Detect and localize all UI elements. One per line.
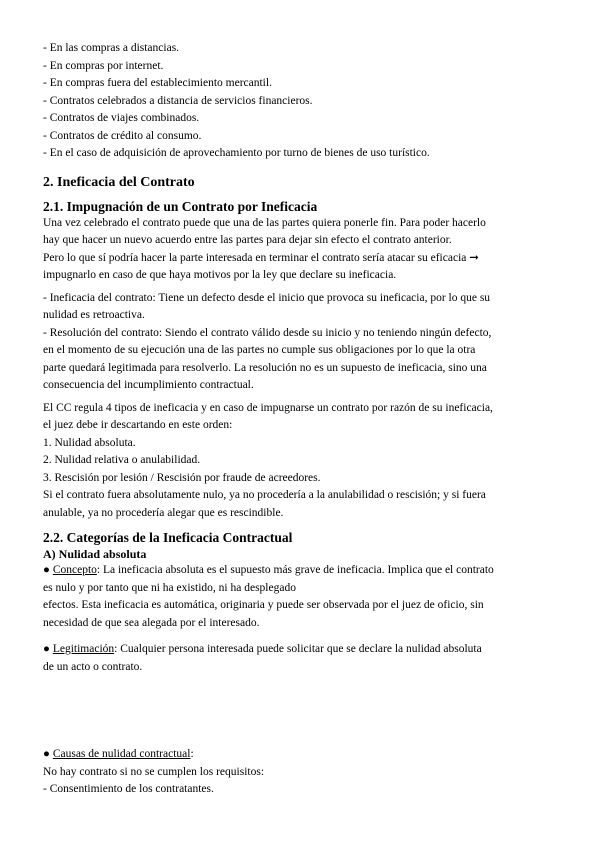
text-line: Si el contrato fuera absolutamente nulo, ya no procedería a la anulabilidad o rescisión; y si fuera xyxy=(43,489,486,501)
text-line: necesidad de que sea alegada por el interesado. xyxy=(43,616,260,629)
list-item: - En el caso de adquisición de aprovechamiento por turno de bienes de uso turístico. xyxy=(43,147,430,159)
list-item: 1. Nulidad absoluta. xyxy=(43,436,136,449)
list-item: - En compras fuera del establecimiento mercantil. xyxy=(43,77,272,89)
text-line: anulable, ya no procedería alegar que es rescindible. xyxy=(43,506,284,519)
text-line xyxy=(43,746,563,764)
text-line: - Resolución del contrato: Siendo el contrato válido desde su inicio y no teniendo ningún defecto, xyxy=(43,326,492,339)
paragraph-legitimacion xyxy=(43,641,563,676)
concepto-label: Concepto xyxy=(52,564,97,576)
text-line: Una vez celebrado el contrato puede que una de las partes quiera ponerle fin. Para poder hacerlo xyxy=(43,216,486,229)
text-line: - Ineficacia del contrato: Tiene un defecto desde el inicio que provoca su ineficacia, por lo que su xyxy=(43,291,491,304)
paragraph-ineficacia xyxy=(43,290,563,325)
paragraph-concepto xyxy=(43,562,563,632)
text-span: : Cualquier persona interesada puede solicitar que se declare la nulidad absoluta xyxy=(114,643,482,655)
text-line: el juez debe ir descartando en este orden: xyxy=(43,419,233,431)
text-line xyxy=(43,641,563,659)
text-line: es nulo y por tanto que ni ha existido, ni ha desplegado xyxy=(43,581,296,594)
bullet-icon: ● xyxy=(43,643,50,655)
list-item: - En compras por internet. xyxy=(43,59,164,72)
causas-label: Causas de nulidad contractual xyxy=(52,748,191,760)
list-item: - Contratos de viajes combinados. xyxy=(43,112,200,124)
subsection-heading: A) Nulidad absoluta xyxy=(43,547,147,561)
text-span: : xyxy=(190,748,194,760)
section-2-2-heading: 2.2. Categorías de la Ineficacia Contractual xyxy=(43,530,293,545)
text-line: impugnarlo en caso de que haya motivos por la ley que declare su ineficacia. xyxy=(43,269,397,281)
blank-space xyxy=(43,676,563,746)
bullet-icon: ● xyxy=(43,564,50,576)
text-line: Pero lo que sí podría hacer la parte interesada en terminar el contrato sería atacar su eficacia ➞ xyxy=(43,251,479,264)
text-line: consecuencia del incumplimiento contractual. xyxy=(43,379,254,391)
legitimacion-label: Legitimación xyxy=(52,643,115,655)
paragraph-cc xyxy=(43,400,563,523)
paragraph-causas xyxy=(43,746,563,799)
text-line: No hay contrato si no se cumplen los requisitos: xyxy=(43,765,265,778)
list-top xyxy=(43,40,563,163)
text-span: : La ineficacia absoluta es el supuesto más grave de ineficacia. Implica que el contrato xyxy=(96,564,494,576)
text-line xyxy=(43,562,563,580)
document-page xyxy=(43,40,563,799)
text-line: El CC regula 4 tipos de ineficacia y en caso de impugnarse un contrato por razón de su ineficacia, xyxy=(43,401,493,414)
list-item: - Contratos de crédito al consumo. xyxy=(43,129,202,142)
list-item: 2. Nulidad relativa o anulabilidad. xyxy=(43,454,201,466)
text-line: efectos. Esta ineficacia es automática, originaria y puede ser observada por el juez de oficio, sin xyxy=(43,599,484,611)
section-2-1-heading: 2.1. Impugnación de un Contrato por Ineficacia xyxy=(43,198,318,214)
text-line: de un acto o contrato. xyxy=(43,660,143,673)
text-line: hay que hacer un nuevo acuerdo entre las partes para dejar sin efecto el contrato anterior. xyxy=(43,234,452,246)
list-item: 3. Rescisión por lesión / Rescisión por fraude de acreedores. xyxy=(43,471,321,484)
list-item: - Contratos celebrados a distancia de servicios financieros. xyxy=(43,94,313,107)
text-line: parte quedará legitimada para resolverlo. La resolución no es un supuesto de ineficacia, sino una xyxy=(43,361,487,374)
list-item: - En las compras a distancias. xyxy=(43,42,180,54)
text-line: en el momento de su ejecución una de las partes no cumple sus obligaciones por lo que la otra xyxy=(43,344,476,356)
paragraph-resolucion xyxy=(43,325,563,395)
list-item: - Consentimiento de los contratantes. xyxy=(43,783,214,795)
section-2-heading: 2. Ineficacia del Contrato xyxy=(43,174,195,190)
paragraph-impugnacion xyxy=(43,215,563,285)
bullet-icon: ● xyxy=(43,748,50,760)
text-line: nulidad es retroactiva. xyxy=(43,309,145,321)
